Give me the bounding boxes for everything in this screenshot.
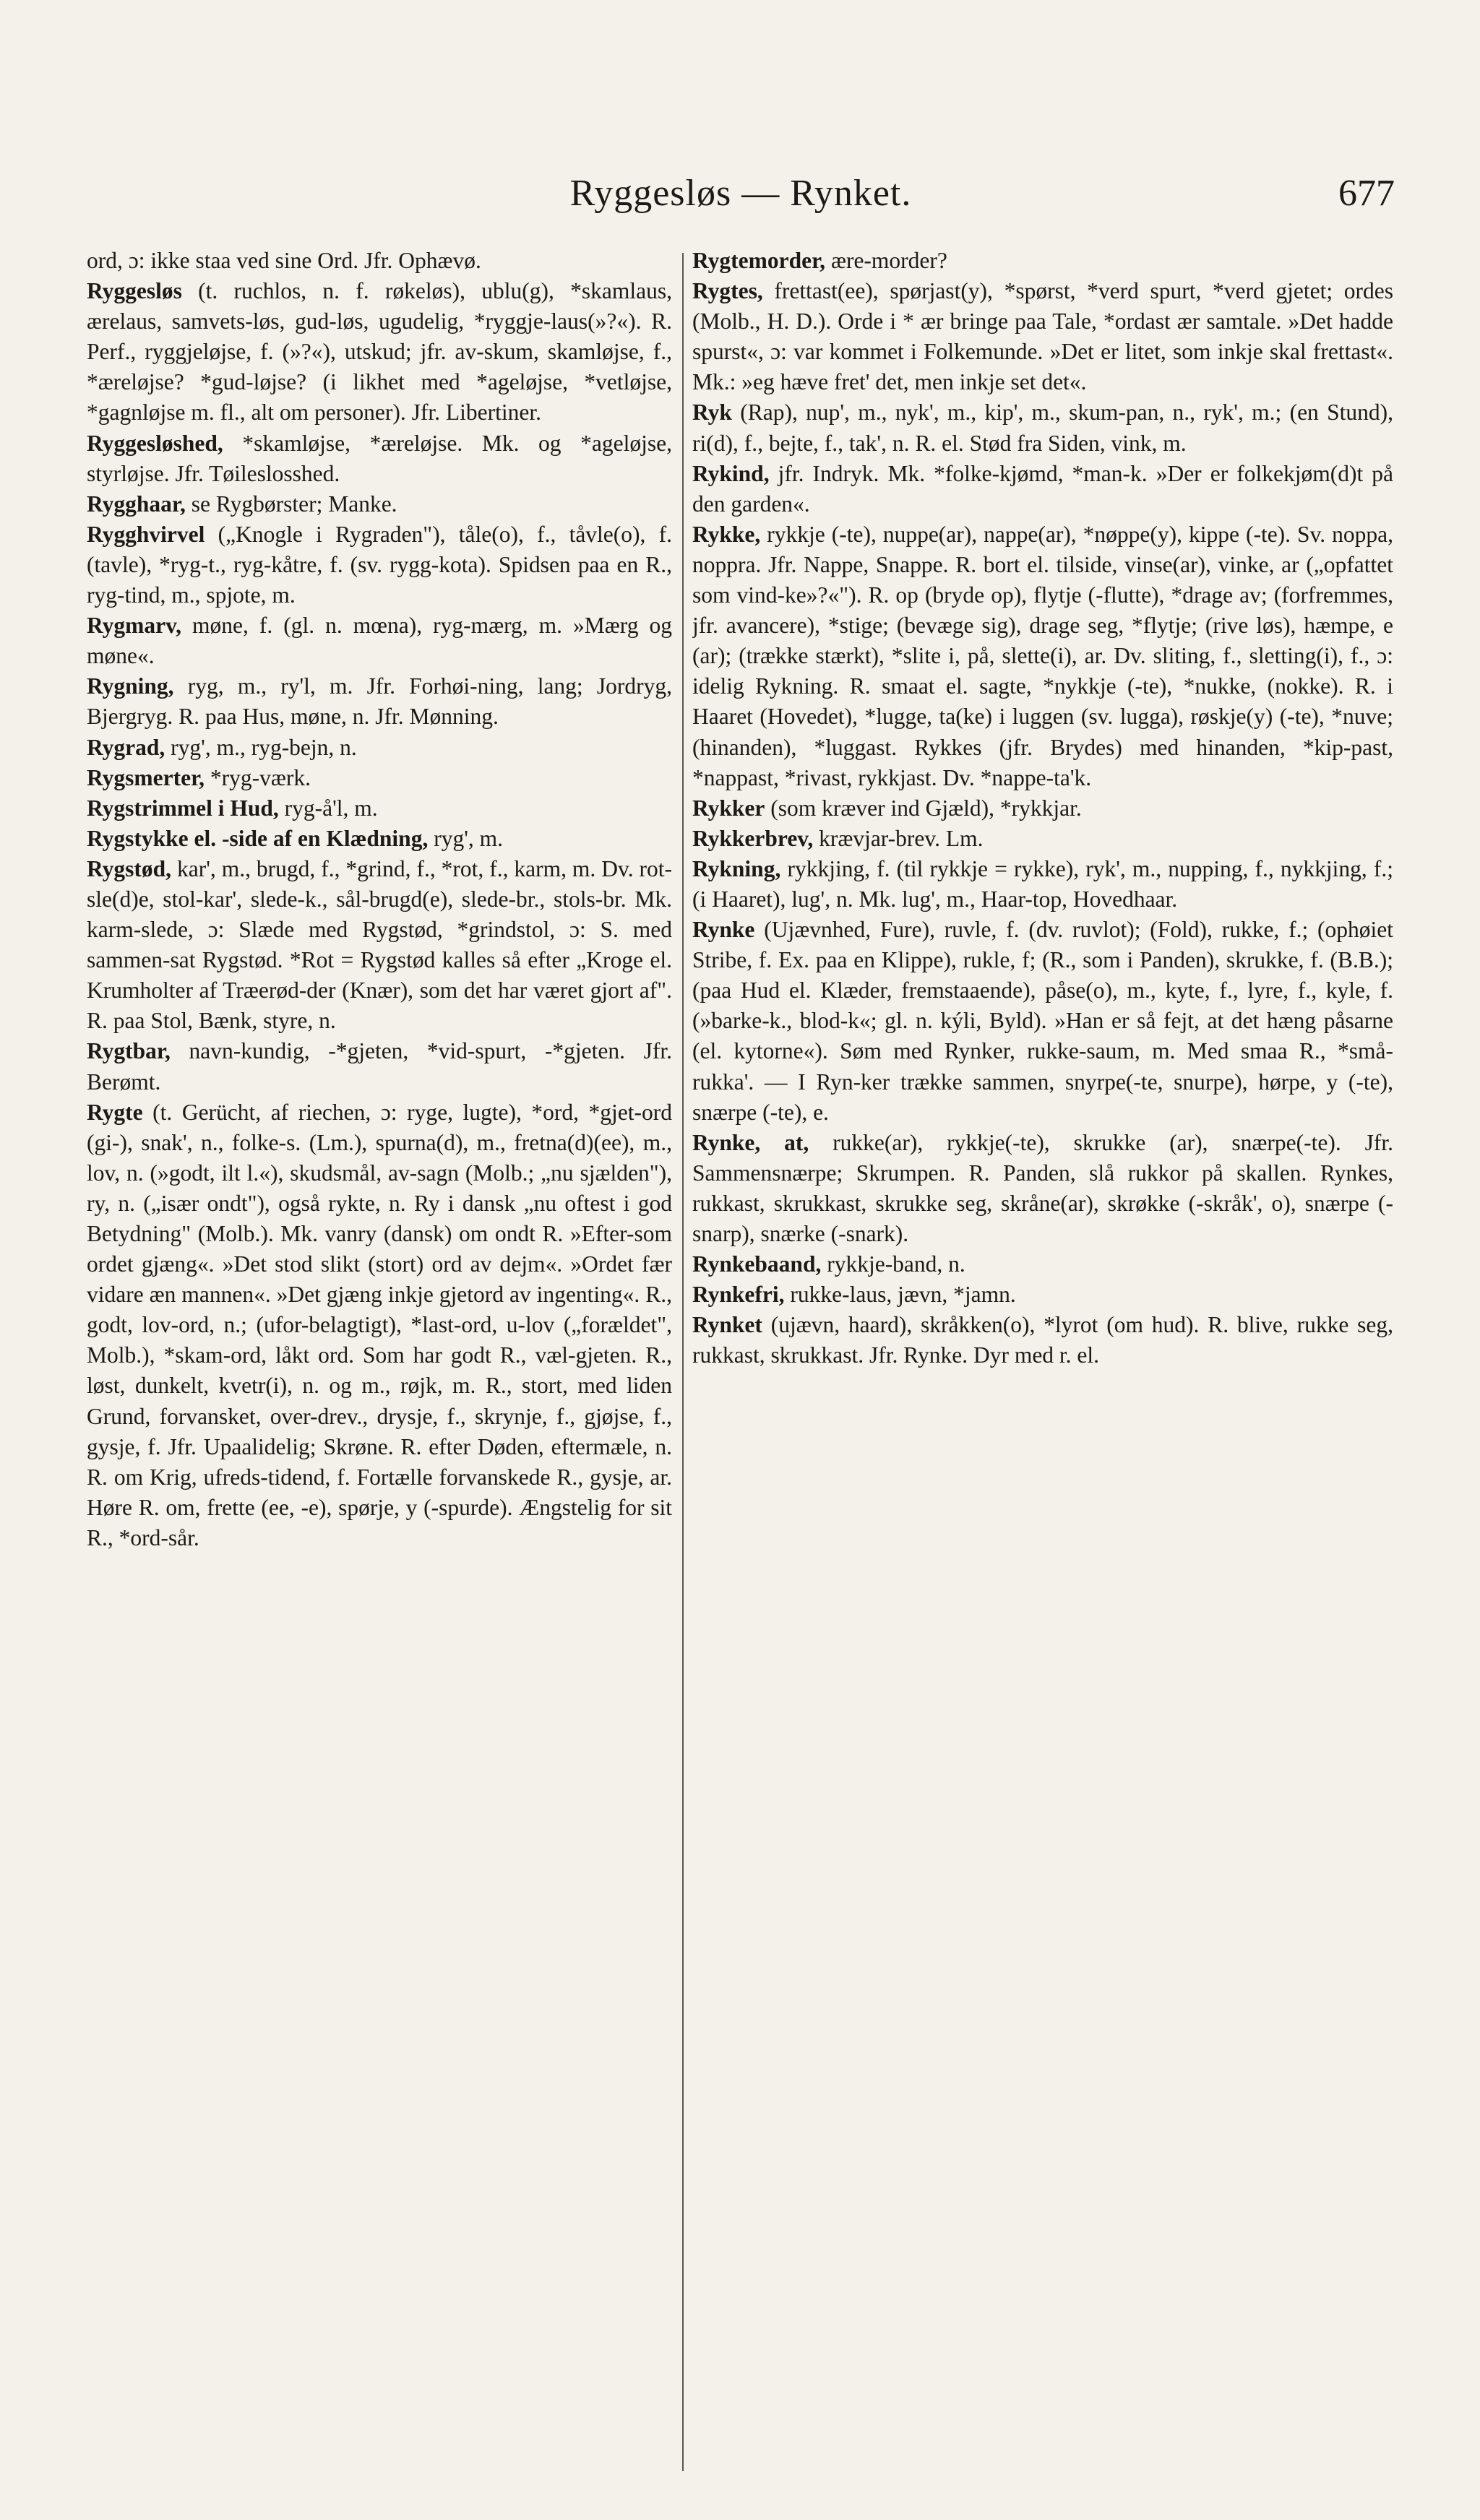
dictionary-entry: Rygte (t. Gerücht, af riechen, ɔ: ryge, lugte), *ord, *gjet-ord (gi-), snak', n., folke-s. (Lm.), spurna(d), m., fretna(d)(ee), m., lov, n. (»godt, ilt l.«), skudsmål, av-sagn (Molb.; „nu sjælden"), ry, n. („især ondt"), også rykte, n. Ry i dansk „nu oftest i god Betydning" (Molb.). Mk. vanry (dansk) om ondt R. »Efter-som ordet gjæng«. »Det stod slikt (stort) ord av dejm«. »Ordet fær vidare æn mannen«. »Det gjæng inkje gjetord av ingenting«. R., godt, lov-ord, n.; (ufor-belagtigt), *last-ord, u-lov („forældet", Molb.), *skam-ord, låkt ord. Som har godt R., væl-gjeten. R., løst, dunkelt, kvetr(i), n. og m., røjk, m. R., stort, med liden Grund, forvansket, over-drev., drysje, f., skrynje, f., gjøjse, f., gysje, f. Jfr. Upaalidelig; Skrøne. R. efter Døden, eftermæle, n. R. om Krig, ufreds-tidend, f. Fortælle forvanskede R., gysje, ar. Høre R. om, frette (ee, -e), spørje, y (-spurde). Ængstelig for sit R., *ord-sår. (87, 1099, 672, 1550)
page-header (87, 172, 1395, 230)
headword: Rygtemorder, (692, 248, 826, 273)
column-divider (682, 253, 684, 2471)
headword: Rygte (87, 1099, 143, 1125)
dictionary-entry: Rykker (som kræver ind Gjæld), *rykkjar. (692, 795, 1082, 821)
dictionary-entry: Rynket (ujævn, haard), skråkken(o), *lyrot (om hud). R. blive, rukke seg, rukkast, skrukkast. Jfr. Rynke. Dyr med r. el. (692, 1312, 1393, 1368)
dictionary-entry: Rygning, ryg, m., ry'l, m. Jfr. Forhøi-ning, lang; Jordryg, Bjergryg. R. paa Hus, møne, n. Jfr. Mønning. (87, 673, 672, 730)
headword: Rynkefri, (692, 1282, 785, 1308)
dictionary-entry: Rygmarv, møne, f. (gl. n. mœna), ryg-mærg, m. »Mærg og møne«. (87, 613, 672, 669)
headword: Rykke, (692, 521, 761, 547)
dictionary-entry: Rynkefri, rukke-laus, jævn, *jamn. (692, 1282, 1016, 1308)
running-title: Ryggesløs — Rynket. (569, 173, 912, 214)
headword: Rykind, (692, 460, 770, 486)
dictionary-entry: Rygstrimmel i Hud, ryg-å'l, m. (87, 795, 378, 821)
dictionary-entry: Rygghaar, se Rygbørster; Manke. (87, 491, 397, 517)
headword: Rynket (692, 1312, 762, 1338)
dictionary-entry: Rynkebaand, rykkje-band, n. (692, 1251, 965, 1277)
dictionary-entry: Rynke (Ujævnhed, Fure), ruvle, f. (dv. ruvlot); (Fold), rukke, f.; (ophøiet Stribe, f. Ex. paa en Klippe), rukle, f; (R., som i Panden), skrukke, f. (B.B.); (paa Hud el. Klæder, fremstaaende), påse(o), m., kyte, f., lyre, f., kyle, f. (»barke-k., blod-k«; gl. n. kýli, Byld). »Han er så fejt, at det hæng påsarne (el. kytorne«). Søm med Rynker, rukke-saum, m. Med smaa R., *små-rukka'. — I Ryn-ker trække sammen, snyrpe(-te, snurpe), hørpe, y (-te), snærpe (-te), e. (692, 917, 1393, 1125)
headword: Rykkerbrev, (692, 825, 814, 851)
headword: Rynkebaand, (692, 1251, 822, 1277)
dictionary-entry: Rygsmerter, *ryg-værk. (87, 764, 311, 790)
headword: Ryggesløs (87, 278, 182, 304)
page-number: 677 (1338, 173, 1395, 214)
right-column (692, 246, 1393, 2478)
dictionary-entry: Ryggesløs (t. ruchlos, n. f. røkeløs), ublu(g), *skamlaus, ærelaus, samvets-løs, gud-løs, ugudelig, *ryggje-laus(»?«). R. Perf., ryggjeløjse, f. (»?«), utskud; jfr. av-skum, skamløjse, f., *æreløjse? *gud-løjse? (i likhet med *ageløjse, *vetløjse, *gagnløjse m. fl., alt om personer). Jfr. Libertiner. (87, 278, 672, 426)
dictionary-entry: Rygtes, frettast(ee), spørjast(y), *spørst, *verd spurt, *verd gjetet; ordes (Molb., H. D.). Orde i * ær bringe paa Tale, *ordast ær samtale. »Det hadde spurst«, ɔ: var kommet i Folkemunde. »Det er litet, som inkje skal frettast«. Mk.: »eg hæve fret' det, men inkje set det«. (692, 278, 1393, 395)
dictionary-entry: Rykind, jfr. Indryk. Mk. *folke-kjømd, *man-k. »Der er folkekjøm(d)t på den garden«. (692, 460, 1393, 517)
headword: Rygstød, (87, 855, 172, 881)
headword: Rykning, (692, 855, 781, 881)
headword: Ryggesløshed, (87, 430, 223, 456)
dictionary-entry: Rygghvirvel („Knogle i Rygraden"), tåle(o), f., tåvle(o), f. (tavle), *ryg-t., ryg-kåtre, f. (sv. rygg-kota). Spidsen paa en R., ryg-tind, m., spjote, m. (87, 521, 672, 608)
headword: Rygghaar, (87, 491, 186, 517)
dictionary-entry: Rynke, at, rukke(ar), rykkje(-te), skrukke (ar), snærpe(-te). Jfr. Sammensnærpe; Skrumpen. R. Panden, slå rukkor på skallen. Rynkes, rukkast, skrukkast, skrukke seg, skråne(ar), skrøkke (-skråk', o), snærpe (-snarp), snærke (-snark). (692, 1129, 1393, 1246)
dictionary-entry: Rykkerbrev, krævjar-brev. Lm. (692, 825, 984, 851)
headword: Rygrad, (87, 734, 165, 760)
headword: Rygtbar, (87, 1038, 171, 1064)
headword: Rygning, (87, 673, 174, 699)
dictionary-entry: Ryggesløshed, *skamløjse, *æreløjse. Mk. og *ageløjse, styrløjse. Jfr. Tøileslosshed. (87, 430, 672, 486)
dictionary-entry: Ryk (Rap), nup', m., nyk', m., kip', m., skum-pan, n., ryk', m.; (en Stund), ri(d), f., bejte, f., tak', n. R. el. Stød fra Siden, vink, m. (692, 400, 1393, 456)
headword: Ryk (692, 400, 732, 426)
dictionary-entry: Rykning, rykkjing, f. (til rykkje = rykke), ryk', m., nupping, f., nykkjing, f.; (i Haaret), lug', n. Mk. lug', m., Haar-top, Hovedhaar. (692, 855, 1393, 912)
dictionary-entry: Rygrad, ryg', m., ryg-bejn, n. (87, 734, 357, 760)
headword: Rynke, at, (692, 1129, 809, 1155)
dictionary-entry: Rygstykke el. -side af en Klædning, ryg', m. (87, 825, 503, 851)
headword: Rygstrimmel i Hud, (87, 795, 279, 821)
left-column (87, 246, 672, 2478)
headword: Rygmarv, (87, 613, 181, 639)
headword: Rykker (692, 795, 765, 821)
dictionary-entry: Rygstød, kar', m., brugd, f., *grind, f., *rot, f., karm, m. Dv. rot-sle(d)e, stol-kar', slede-k., sål-brugd(e), slede-br., stols-br. Mk. karm-slede, ɔ: Slæde med Rygstød, *grindstol, ɔ: S. med sammen-sat Rygstød. *Rot = Rygstød kalles så efter „Kroge el. Krumholter af Træerød-der (Knær), som det har været gjort af". R. paa Stol, Bænk, styre, n. (87, 855, 672, 1034)
headword: Rynke (692, 917, 755, 943)
dictionary-entry: Rygtemorder, ære-morder? (692, 248, 947, 273)
headword: Rygghvirvel (87, 521, 205, 547)
headword: Rygtes, (692, 278, 763, 304)
dictionary-entry: Rykke, rykkje (-te), nuppe(ar), nappe(ar), *nøppe(y), kippe (-te). Sv. noppa, noppra. Jfr. Nappe, Snappe. R. bort el. tilside, vinse(ar), vinke, ar („opfattet som vind-ke»?«"). R. op (bryde op), flytje (-flutte), *drage av; (forfremmes, jfr. avancere), *stige; (bevæge sig), drage seg, *flytje; (rive løs), hæmpe, e (ar); (trække stærkt), *slite i, på, slette(i), ar. Dv. sliting, f., sletting(i), f., ɔ: idelig Rykning. R. smaat el. sagte, *nykkje (-te), *nukke, (nokke). R. i Haaret (Hovedet), *lugge, ta(ke) i luggen (sv. lugga), røskje(y) (-te), *nuve; (hinanden), *luggast. Rykkes (jfr. Brydes) med hinanden, *kip-past, *nappast, *rivast, rykkjast. Dv. *nappe-ta'k. (692, 521, 1393, 790)
headword: Rygstykke el. -side af en Klædning, (87, 825, 429, 851)
dictionary-entry: Rygtbar, navn-kundig, -*gjeten, *vid-spurt, -*gjeten. Jfr. Berømt. (87, 1038, 672, 1095)
dictionary-entry: ord, ɔ: ikke staa ved sine Ord. Jfr. Ophævø. (87, 248, 481, 273)
headword: Rygsmerter, (87, 764, 205, 790)
